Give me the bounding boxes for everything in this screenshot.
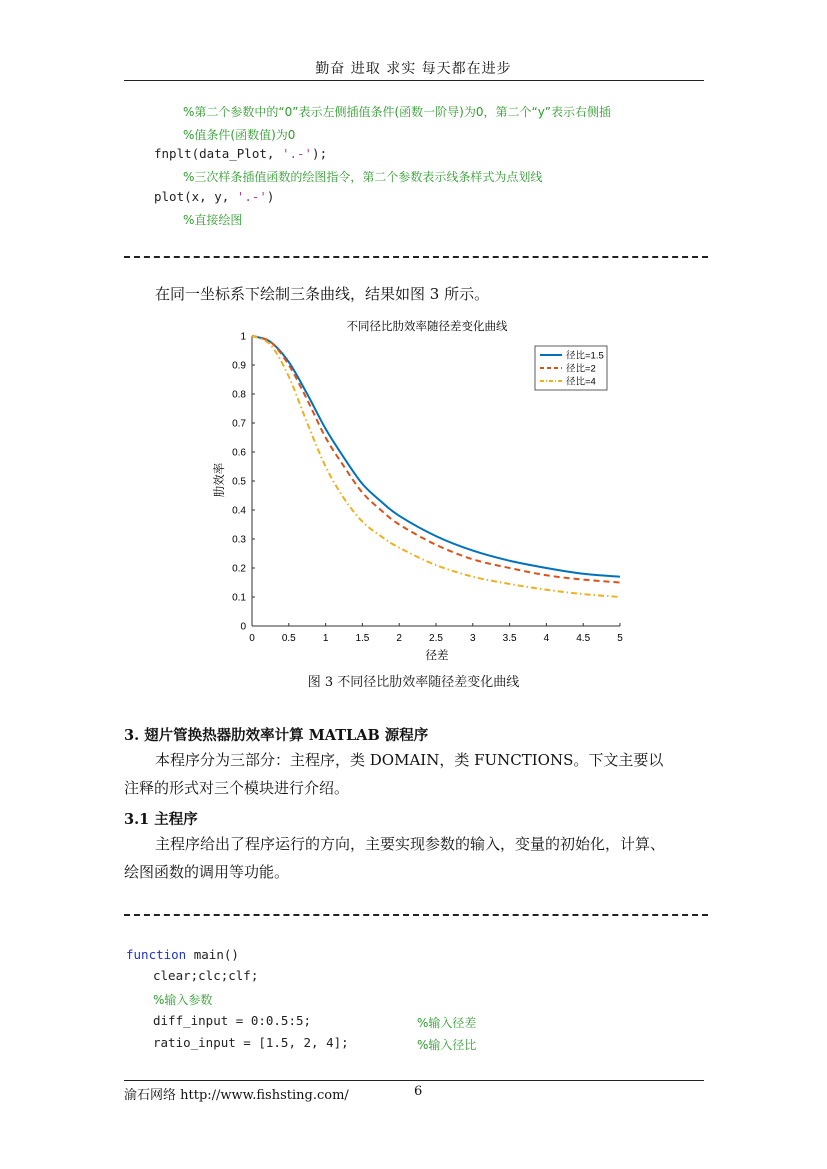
code-comment: %输入径差 [417, 1016, 477, 1030]
paragraph-line: 主程序给出了程序运行的方向，主要实现参数的输入，变量的初始化，计算、 [155, 835, 666, 853]
code-comment: %三次样条插值函数的绘图指令，第二个参数表示线条样式为点划线 [183, 170, 543, 184]
y-tick-label: 0.2 [232, 563, 246, 575]
code-line: function main() [126, 947, 239, 962]
y-tick-label: 0.3 [232, 534, 246, 546]
section-heading: 3. 翅片管换热器肋效率计算 MATLAB 源程序 [124, 727, 429, 744]
footer-site: 渝石网络 http://www.fishsting.com/ [124, 1088, 349, 1103]
figure-caption: 图 3 不同径比肋效率随径差变化曲线 [307, 675, 520, 690]
legend-label: 径比=4 [566, 376, 596, 388]
x-tick-label: 0.5 [281, 633, 296, 644]
y-tick-label: 0.7 [232, 418, 246, 430]
x-tick-label: 2 [396, 633, 402, 644]
y-tick-label: 0.4 [232, 505, 246, 517]
y-tick-label: 1 [240, 331, 246, 343]
efficiency-chart [195, 312, 645, 668]
subsection-heading: 3.1 主程序 [124, 811, 198, 828]
paragraph-line: 绘图函数的调用等功能。 [124, 863, 290, 881]
x-tick-label: 2.5 [429, 633, 443, 644]
x-tick-label: 4 [543, 633, 550, 644]
paragraph-line: 本程序分为三部分：主程序，类 DOMAIN，类 FUNCTIONS。下文主要以 [155, 751, 664, 769]
paragraph-line: 注释的形式对三个模块进行介绍。 [124, 779, 350, 797]
y-tick-label: 0 [240, 621, 246, 633]
code-line: ratio_input = [1.5, 2, 4]; [153, 1035, 349, 1050]
code-comment: %输入径比 [417, 1038, 477, 1052]
x-tick-label: 0 [249, 633, 255, 644]
chart-legend [535, 346, 607, 390]
x-tick-label: 4.5 [576, 633, 591, 644]
code-comment: %值条件(函数值)为0 [183, 128, 296, 142]
code-line: fnplt(data_Plot, '.-'); [154, 146, 328, 161]
y-tick-label: 0.5 [232, 476, 246, 488]
page-number: 6 [414, 1084, 423, 1099]
code-comment: %直接绘图 [183, 213, 243, 227]
code-line: plot(x, y, '.-') [154, 189, 275, 204]
code-comment: %第二个参数中的“0”表示左侧插值条件(函数一阶导)为0，第二个“y”表示右侧插 [183, 105, 612, 119]
y-tick-label: 0.9 [232, 360, 246, 372]
x-tick-label: 1.5 [355, 633, 370, 644]
y-tick-label: 0.8 [232, 389, 246, 401]
legend-label: 径比=2 [566, 363, 596, 375]
code-line: clear;clc;clf; [153, 968, 259, 983]
x-tick-label: 3 [470, 633, 476, 644]
x-axis-label: 径差 [425, 650, 449, 662]
code-line: diff_input = 0:0.5:5; [153, 1013, 312, 1028]
dashed-separator [124, 914, 708, 916]
footer-rule [124, 1080, 704, 1081]
y-tick-label: 0.6 [232, 447, 246, 459]
y-tick-label: 0.1 [232, 592, 246, 604]
page-header: 勤奋 进取 求实 每天都在进步 [315, 61, 512, 77]
header-rule [124, 80, 704, 81]
x-tick-label: 3.5 [502, 633, 517, 644]
dashed-separator [124, 256, 708, 258]
y-axis-label: 肋效率 [214, 462, 226, 498]
x-tick-label: 1 [322, 633, 329, 644]
x-tick-label: 5 [617, 633, 623, 644]
code-comment: %输入参数 [153, 993, 213, 1007]
chart-title: 不同径比肋效率随径差变化曲线 [346, 321, 508, 333]
legend-label: 径比=1.5 [566, 350, 604, 362]
intro-paragraph: 在同一坐标系下绘制三条曲线，结果如图 3 所示。 [155, 285, 490, 303]
